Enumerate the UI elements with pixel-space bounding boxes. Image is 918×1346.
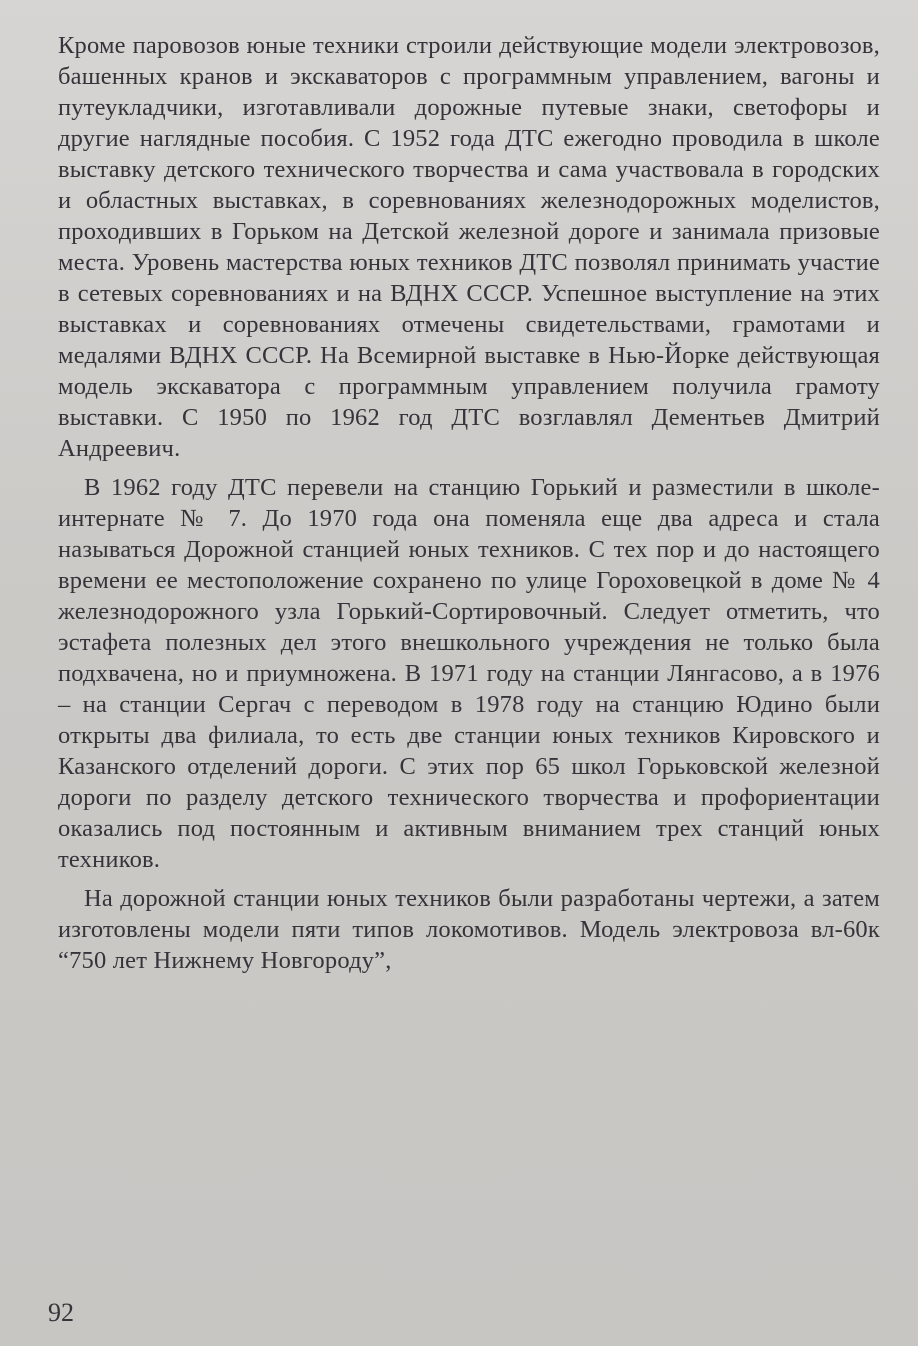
paragraph-1: Кроме паровозов юные техники строили действующие модели электровозов, башенных кранов и экскаваторов с программным управлением, вагоны и путеукладчики, изготавливали дорожные путевые знаки, светофоры и другие наглядные пособия. С 1952 года ДТС ежегодно проводила в школе выставку детского технического творчества и сама участвовала в городских и областных выставках, в соревнованиях железнодорожных моделистов, проходивших в Горьком на Детской железной дороге и занимала призовые места. Уровень мастерства юных техников ДТС позволял принимать участие в сетевых соревнованиях и на ВДНХ СССР. Успешное выступление на этих выставках и соревнованиях отмечены свидетельствами, грамотами и медалями ВДНХ СССР. На Всемирной выставке в Нью-Йорке действующая модель экскаватора с программным управлением получила грамоту выставки. С 1950 по 1962 год ДТС возглавлял Дементьев Дмитрий Андреевич.: [58, 32, 880, 462]
paragraph-3: На дорожной станции юных техников были разработаны чертежи, а затем изготовлены модели пяти типов локомотивов. Модель электровоза вл-60к “750 лет Нижнему Новгороду”,: [58, 885, 880, 974]
paragraph-2: В 1962 году ДТС перевели на станцию Горький и разместили в школе-интернате № 7. До 1970 года она поменяла еще два адреса и стала называться Дорожной станцией юных техников. С тех пор и до настоящего времени ее местоположение сохранено по улице Гороховецкой в доме № 4 железнодорожного узла Горький-Сортировочный. Следует отметить, что эстафета полезных дел этого внешкольного учреждения не только была подхвачена, но и приумножена. В 1971 году на станции Лянгасово, а в 1976 – на станции Сергач с переводом в 1978 году на станцию Юдино были открыты два филиала, то есть две станции юных техников Кировского и Казанского отделений дороги. С этих пор 65 школ Горьковской железной дороги по разделу детского технического творчества и профориентации оказались под постоянным и активным вниманием трех станций юных техников.: [58, 474, 880, 873]
page-number: 92: [48, 1298, 74, 1327]
